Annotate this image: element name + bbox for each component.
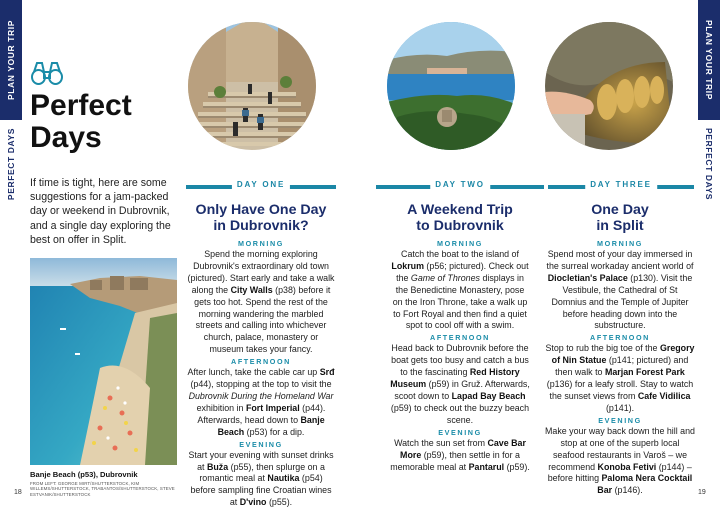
time-of-day-heading: MORNING [238, 239, 284, 248]
place-name: Banje Beach [217, 414, 325, 437]
day-two-label: DAY TWO [430, 180, 490, 189]
day-three-bar [548, 180, 694, 191]
page-number-left: 18 [14, 489, 22, 496]
itinerary-paragraph [545, 343, 695, 414]
text-run: (p56; pictured). Check out the [396, 260, 529, 283]
text-run: Start your evening with sunset drinks at [188, 449, 334, 472]
text-run: (p55). [266, 497, 293, 508]
place-name: Marjan Forest Park [604, 367, 685, 378]
place-name: Nautika [267, 473, 300, 484]
text-run: Make your way back down the hill and stop at one of the superb local seafood restaurants in Varoš – we recommend [545, 425, 695, 472]
day-title [186, 202, 336, 234]
photo-credits: FROM LEFT: GEORGE MIRT/SHUTTERSTOCK, KIM WILLEMS/SHUTTERSTOCK, TRABANTOS/SHUTTERSTOCK, STEVE ESTVANIK/SHUTTERSTOCK [30, 481, 175, 497]
place-name: Lokrum [391, 260, 424, 271]
text-run: Spend the morning exploring Dubrovnik's extraordinary old town (pictured). Start early and take a walk along the [187, 249, 335, 295]
text-run: Stop to rub the big toe of the [545, 343, 660, 354]
day-one-label: DAY ONE [232, 180, 290, 189]
time-of-day-heading: AFTERNOON [430, 333, 490, 343]
place-name: Pantarul [468, 461, 505, 472]
text-run: Catch the boat to the island of [401, 249, 519, 259]
text-run: (p59). [504, 461, 530, 472]
italic-title: Game of Thrones [410, 272, 480, 283]
text-run: (p44). Afterwards, head down to [197, 402, 326, 425]
page-title-line-2: Days [30, 121, 102, 154]
banje-beach-photo [30, 258, 177, 465]
text-run: (p146). [612, 485, 643, 496]
text-run: (p136) for a leafy stroll. Stay to watch the sunset views from [546, 379, 694, 401]
side-section-label: PERFECT DAYS [704, 128, 714, 201]
text-run: (p141; pictured) and then walk to [555, 355, 689, 378]
text-run: Watch the sun set from [394, 437, 488, 448]
time-of-day-heading: EVENING [598, 415, 642, 425]
day-two-column [390, 202, 530, 473]
text-run: (p144) – before hitting [547, 461, 692, 484]
day-title-line: One Day [591, 202, 649, 218]
time-of-day-heading: MORNING [437, 239, 483, 248]
intro-text: If time is tight, here are some suggestions for a jam-packed day or weekend in Dubrovnik, and a single day exploring the best on offer in Split. [30, 177, 171, 246]
itinerary-paragraph [186, 450, 336, 510]
text-run: (p59), then settle in for a memorable meal at [390, 449, 520, 472]
side-tab-right [698, 0, 720, 200]
place-name: Srđ [319, 367, 335, 378]
time-of-day-heading: AFTERNOON [231, 357, 291, 367]
time-of-day-heading: EVENING [239, 439, 283, 449]
side-tab-left [0, 0, 22, 200]
side-tab-block [0, 0, 22, 120]
text-run: displays in the Benedictine Monastery, pose on the Iron Throne, take a walk up to Fort Royal and then find a quiet spot to cool off with a swim. [392, 272, 528, 331]
time-of-day-heading: AFTERNOON [590, 333, 650, 343]
place-name: Gregory of Nin Statue [551, 343, 695, 366]
text-run: (p130). Visit the Vestibule, the Cathedral of St Domnius and the Temple of Jupiter before heading down into the substructure. [551, 272, 693, 331]
binoculars-icon [30, 60, 64, 86]
text-run: (p141). [605, 402, 635, 413]
itinerary-paragraph [390, 249, 530, 332]
day-one-bar [186, 180, 336, 191]
day-title-line: Only Have One Day [195, 202, 327, 218]
old-town-stairs-photo [188, 22, 316, 150]
place-name: Diocletian's Palace [547, 272, 628, 283]
itinerary-paragraph [545, 249, 695, 332]
place-name: Cafe Vidilica [637, 390, 691, 401]
place-name: Cave Bar More [400, 437, 526, 460]
itinerary-paragraph [390, 343, 530, 426]
text-run: (p38) before it gets too hot. Spend the rest of the morning wandering the marbled streets and calling into whichever church, palace, monastery or museum takes your fancy. [194, 284, 331, 355]
text-run: (p53) for a dip. [244, 426, 305, 437]
side-tab-block [698, 0, 720, 120]
side-section-label: PERFECT DAYS [6, 128, 16, 201]
time-of-day-heading: EVENING [438, 427, 482, 437]
day-three-label: DAY THREE [585, 180, 657, 189]
lokrum-island-photo [387, 22, 515, 150]
photo-caption: Banje Beach (p53), Dubrovnik [30, 470, 138, 479]
time-of-day-heading: MORNING [597, 239, 643, 248]
day-title [545, 202, 695, 234]
place-name: Lapad Bay Beach [451, 390, 526, 401]
day-title [390, 202, 530, 234]
place-name: City Walls [230, 284, 273, 295]
itinerary-paragraph [545, 426, 695, 497]
text-run: (p54) before sampling fine Croatian wines at [190, 473, 332, 508]
text-run: After lunch, take the cable car up [187, 367, 320, 378]
place-name: Red History Museum [390, 367, 520, 390]
itinerary-paragraph [390, 438, 530, 474]
side-tab-label: PLAN YOUR TRIP [6, 19, 16, 101]
text-run: (p55), then splurge on a romantic meal at [199, 461, 325, 484]
day-two-bar [376, 180, 544, 191]
place-name: Buža [206, 461, 229, 472]
day-three-column [545, 202, 695, 497]
gregory-of-nin-statue-photo [545, 22, 673, 150]
page-number-right: 19 [698, 489, 706, 496]
day-one-column [186, 202, 336, 509]
text-run: (p59) in Gruž. Afterwards, scoot down to [394, 379, 530, 401]
itinerary-paragraph [186, 249, 336, 356]
day-title-line: in Split [596, 218, 644, 234]
itinerary-paragraph [186, 367, 336, 438]
text-run: Spend most of your day immersed in the surreal workaday ancient world of [546, 249, 694, 271]
text-run: Head back to Dubrovnik before the boat gets too busy and catch a bus to the fascinating [391, 343, 529, 378]
text-run: exhibition in [196, 402, 246, 413]
text-run: (p59) to check out the buzzy beach scene. [390, 402, 530, 425]
day-title-line: to Dubrovnik [416, 218, 504, 234]
text-run: (p44), stopping at the top to visit the [190, 379, 332, 390]
italic-title: Dubrovnik During the Homeland War [188, 390, 334, 401]
page-title [30, 90, 132, 154]
day-title-line: in Dubrovnik? [213, 218, 309, 234]
place-name: Fort Imperial [245, 402, 300, 413]
place-name: Konoba Fetivi [597, 461, 657, 472]
day-title-line: A Weekend Trip [407, 202, 513, 218]
place-name: D'vino [239, 497, 267, 508]
place-name: Paloma Nera Cocktail Bar [597, 473, 693, 496]
page-title-line-1: Perfect [30, 89, 132, 122]
side-tab-label: PLAN YOUR TRIP [704, 19, 714, 101]
